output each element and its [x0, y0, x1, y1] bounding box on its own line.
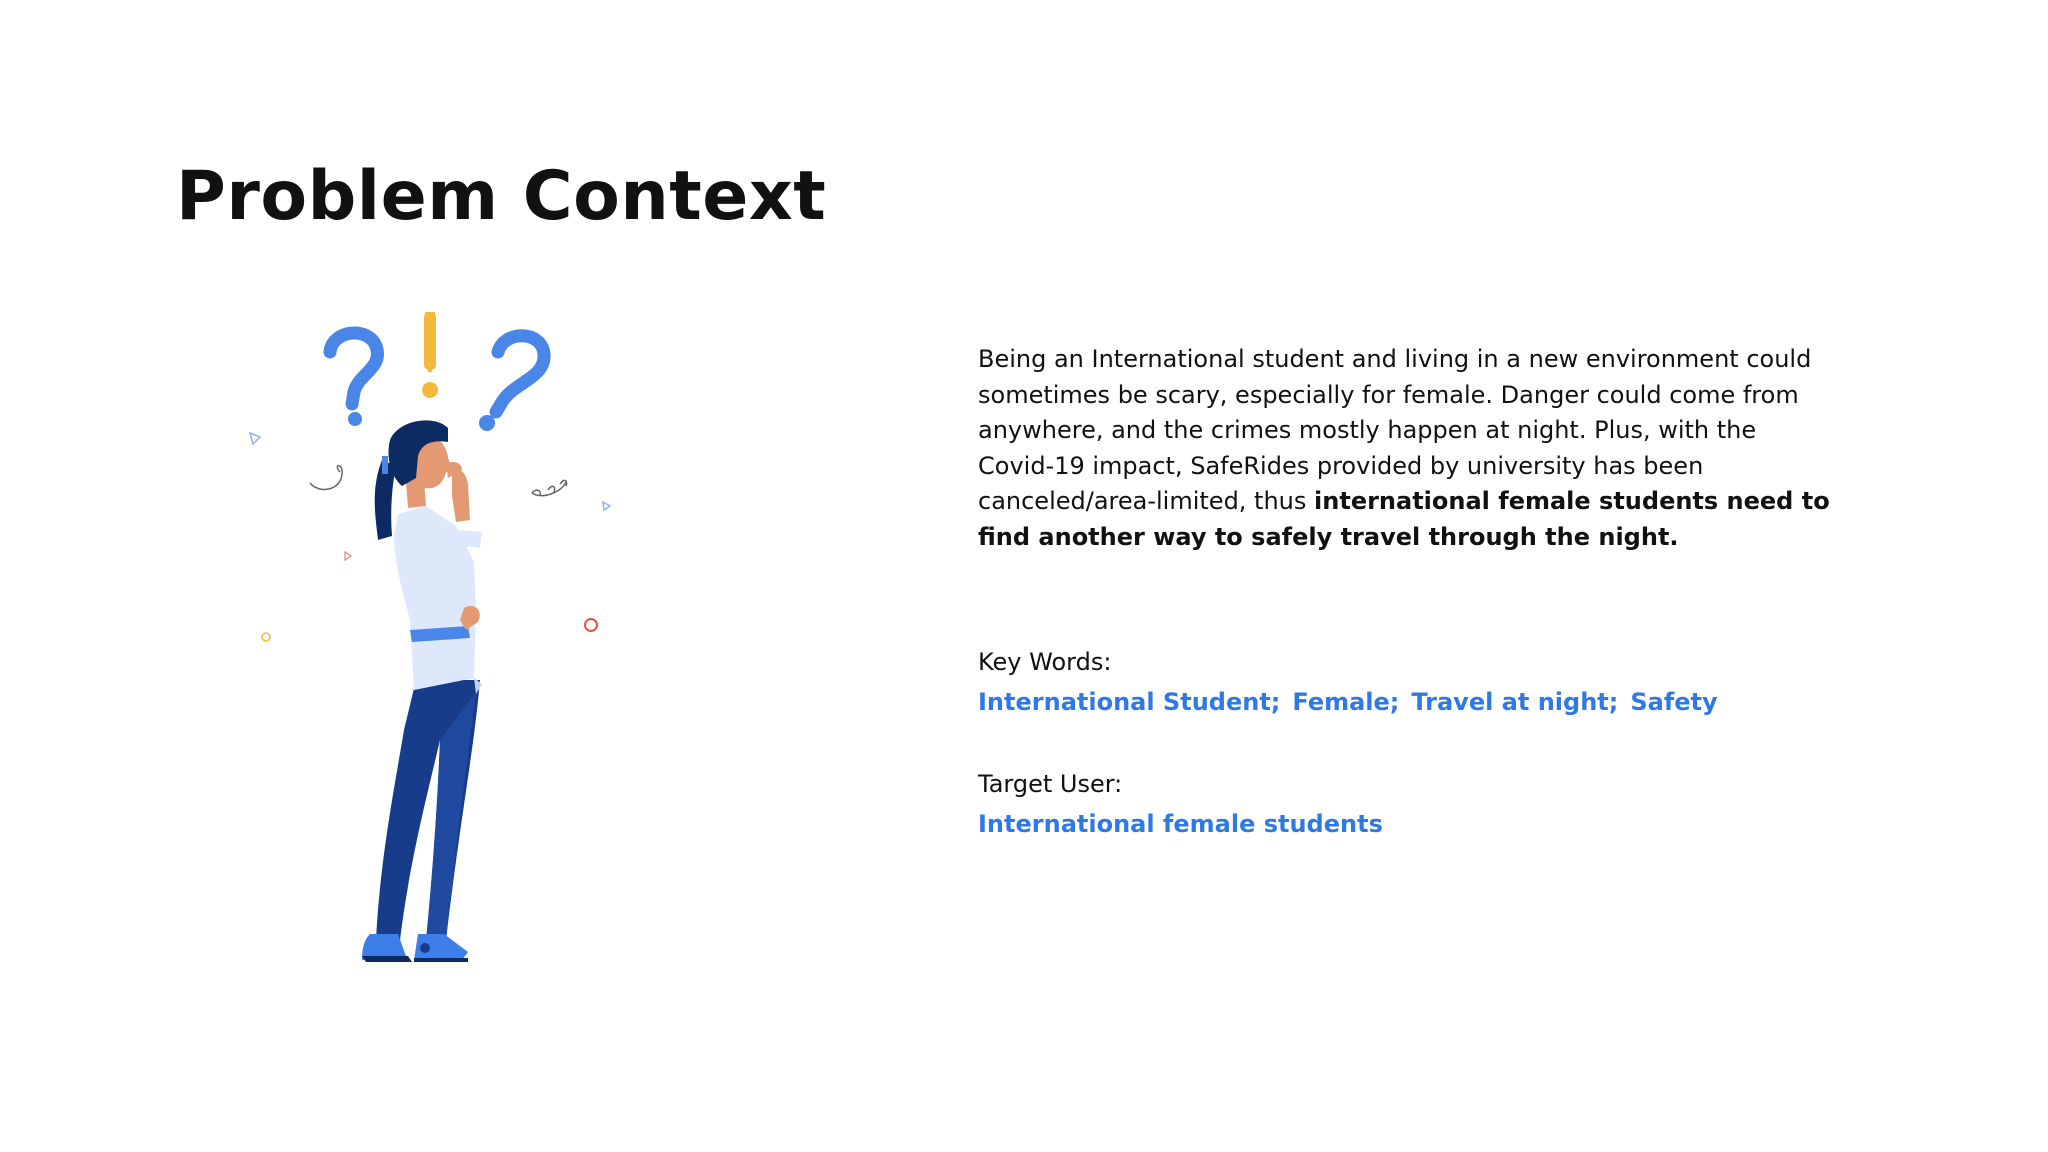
key-words-heading: Key Words: — [978, 648, 1112, 676]
key-words-section — [978, 644, 1838, 720]
page-title: Problem Context — [176, 157, 827, 236]
exclamation-mark-icon — [422, 312, 438, 398]
target-user-section — [978, 766, 1838, 842]
problem-intro-text: Being an International student and living in a new environment could sometimes be scary, especially for female. Danger could come from anywhere, and the crimes mostly happen at night. Plus, with the Covid-19 impact, SafeRides provided by university has been canceled/area-limited, thus — [978, 345, 1812, 515]
thinking-woman-illustration — [230, 300, 650, 1000]
problem-description — [978, 342, 1838, 555]
keyword-item: International Student; — [978, 688, 1281, 716]
question-mark-icon — [330, 333, 378, 426]
keyword-item: Safety — [1630, 688, 1718, 716]
target-user-value: International female students — [978, 810, 1383, 838]
problem-paragraph — [978, 342, 1838, 555]
key-words-list — [978, 684, 1838, 720]
keyword-item: Travel at night; — [1411, 688, 1619, 716]
woman-figure — [362, 420, 482, 962]
question-mark-icon — [479, 336, 544, 431]
problem-emphasis-text: international female students need to find another way to safely travel through the night. — [978, 487, 1830, 551]
target-user-heading: Target User: — [978, 770, 1123, 798]
keyword-item: Female; — [1292, 688, 1400, 716]
